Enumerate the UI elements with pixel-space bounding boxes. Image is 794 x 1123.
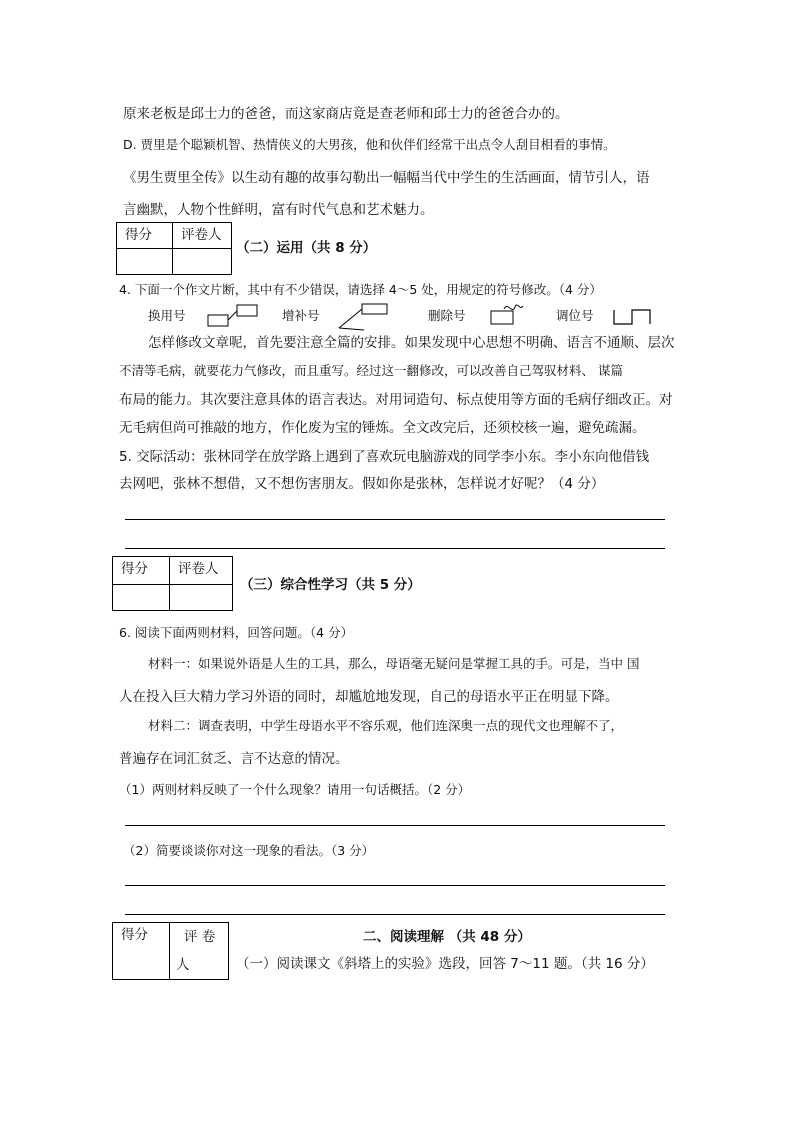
score-label: 得分 — [113, 923, 170, 980]
swap-symbol-label: 调位号 — [556, 308, 594, 323]
grader-cell[interactable] — [170, 585, 233, 611]
text-line: 《男生贾里全传》以生动有趣的故事勾勒出一幅幅当代中学生的生活画面，情节引人，语 — [123, 170, 650, 186]
option-d: D. 贾里是个聪颖机智、热情侠义的大男孩，他和伙伴们经常干出点令人刮目相看的事情。 — [123, 137, 616, 152]
essay-paragraph-line: 布局的能力。其次要注意具体的语言表达。对用词造句、标点使用等方面的毛病仔细改正。对 — [119, 392, 673, 408]
answer-line[interactable] — [125, 519, 665, 520]
swap-mark-icon — [612, 304, 654, 328]
essay-paragraph-line: 无毛病但尚可推敲的地方，作化废为宝的锤炼。全文改完后，还须校核一遍，避免疏漏。 — [119, 420, 646, 436]
material-1-line: 材料一：如果说外语是人生的工具，那么，母语毫无疑问是掌握工具的手。可是，当中 国 — [148, 656, 640, 671]
score-table — [116, 222, 232, 275]
sub-question-1: （1）两则材料反映了一个什么现象？请用一句话概括。（2 分） — [119, 782, 471, 797]
grader-cell[interactable] — [173, 249, 232, 275]
answer-line[interactable] — [125, 825, 665, 826]
part-title: 二、阅读理解 （共 48 分） — [363, 929, 531, 945]
material-1-line: 人在投入巨大精力学习外语的同时，却尴尬地发现，自己的母语水平正在明显下降。 — [119, 689, 619, 705]
delete-mark-icon — [490, 303, 530, 329]
score-label: 得分 — [117, 223, 173, 249]
question-5: 5. 交际活动：张林同学在放学路上遇到了喜欢玩电脑游戏的同学李小东。李小东向他借钱 — [119, 449, 650, 465]
question-6: 6. 阅读下面两则材料，回答问题。（4 分） — [119, 625, 354, 640]
reading-intro: （一）阅读课文《斜塔上的实验》选段，回答 7～11 题。（共 16 分） — [236, 956, 654, 972]
grader-label: 评 卷 人 — [170, 923, 229, 980]
text-line: 原来老板是邱士力的爸爸，而这家商店竟是查老师和邱士力的爸爸合办的。 — [123, 106, 569, 122]
text-line: 言幽默，人物个性鲜明，富有时代气息和艺术魅力。 — [123, 202, 434, 218]
answer-line[interactable] — [125, 548, 665, 549]
score-label: 得分 — [113, 557, 170, 585]
insert-symbol-label: 增补号 — [282, 308, 320, 323]
question-4: 4. 下面一个作文片断，其中有不少错误，请选择 4～5 处，用规定的符号修改。（4 分） — [119, 282, 602, 297]
material-2-line: 材料二：调查表明，中学生母语水平不容乐观，他们连深奥一点的现代文也理解不了， — [148, 718, 624, 733]
replace-symbol-label: 换用号 — [148, 308, 186, 323]
answer-line[interactable] — [125, 885, 665, 886]
section-title: （三）综合性学习（共 5 分） — [240, 577, 421, 593]
sub-question-2: （2）简要谈谈你对这一现象的看法。（3 分） — [123, 843, 375, 858]
insert-mark-icon — [336, 300, 390, 332]
score-table — [112, 556, 233, 611]
replace-mark-icon — [207, 303, 259, 329]
score-table — [112, 922, 229, 980]
score-cell[interactable] — [117, 249, 173, 275]
answer-line[interactable] — [125, 914, 665, 915]
section-title: （二）运用（共 8 分） — [236, 240, 377, 256]
grader-label: 评卷人 — [170, 557, 233, 585]
essay-paragraph-line: 不清等毛病，就要花力气修改，而且重写。经过这一翻修改，可以改善自己驾驭材料、 谋篇 — [119, 363, 623, 378]
material-2-line: 普遍存在词汇贫乏、言不达意的情况。 — [119, 751, 349, 767]
essay-paragraph-line: 怎样修改文章呢，首先要注意全篇的安排。如果发现中心思想不明确、语言不通顺、层次 — [148, 335, 675, 351]
question-5-cont: 去网吧，张林不想借，又不想伤害朋友。假如你是张林，怎样说才好呢？（4 分） — [119, 476, 605, 492]
grader-label: 评卷人 — [173, 223, 232, 249]
score-cell[interactable] — [113, 585, 170, 611]
delete-symbol-label: 删除号 — [428, 308, 466, 323]
